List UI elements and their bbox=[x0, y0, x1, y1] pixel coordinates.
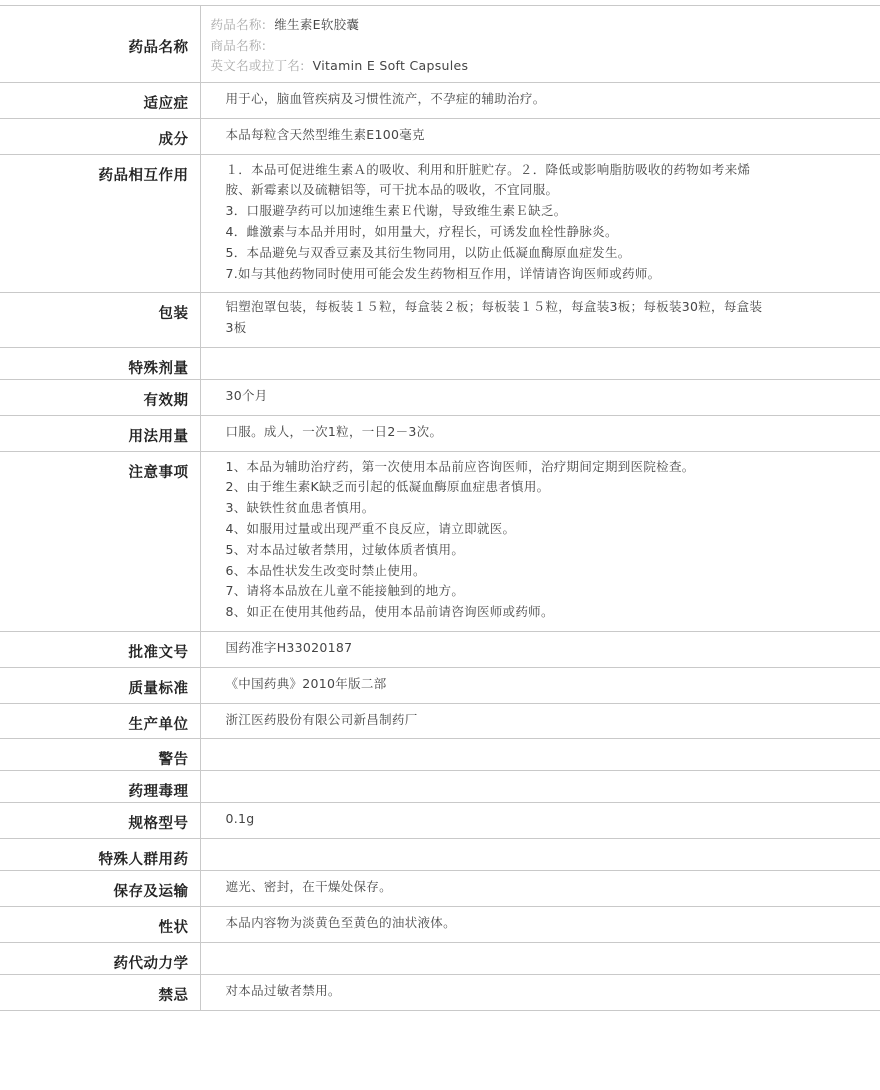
row-precautions bbox=[0, 451, 880, 631]
precaution-line: 4、如服用过量或出现严重不良反应，请立即就医。 bbox=[225, 520, 516, 536]
row-contraindications bbox=[0, 974, 880, 1010]
row-label: 包装 bbox=[0, 293, 200, 348]
row-value bbox=[200, 739, 880, 771]
row-label: 药代动力学 bbox=[0, 942, 200, 974]
english-name-value: Vitamin E Soft Capsules bbox=[312, 58, 469, 73]
row-value bbox=[200, 839, 880, 871]
interaction-line: １．本品可促进维生素Ａ的吸收、利用和肝脏贮存。２．降低或影响脂肪吸收的药物如考来烯胺、新霉素以及硫糖铝等，可干扰本品的吸收，不宜同服。 bbox=[225, 161, 751, 198]
row-value: 对本品过敏者禁用。 bbox=[200, 974, 880, 1010]
row-dosage bbox=[0, 415, 880, 451]
generic-name-label: 药品名称: bbox=[210, 17, 267, 32]
precaution-line: 3、缺铁性贫血患者慎用。 bbox=[225, 500, 375, 516]
row-value bbox=[200, 451, 880, 631]
row-label: 批准文号 bbox=[0, 631, 200, 667]
row-value bbox=[200, 771, 880, 803]
row-drug-name bbox=[0, 6, 880, 83]
row-indications bbox=[0, 83, 880, 119]
precaution-line: 7、请将本品放在儿童不能接触到的地方。 bbox=[225, 583, 465, 599]
row-label: 药品名称 bbox=[0, 6, 200, 83]
row-quality-standard bbox=[0, 667, 880, 703]
row-approval-number bbox=[0, 631, 880, 667]
row-value bbox=[200, 347, 880, 379]
row-packaging bbox=[0, 293, 880, 348]
row-value: 铝塑泡罩包装，每板装１５粒，每盒装２板；每板装１５粒，每盒装3板；每板装30粒，每盒装3板 bbox=[200, 293, 880, 348]
row-value: 本品每粒含天然型维生素E100毫克 bbox=[200, 118, 880, 154]
row-label: 用法用量 bbox=[0, 415, 200, 451]
row-label: 性状 bbox=[0, 906, 200, 942]
interaction-line: 7.如与其他药物同时使用可能会发生药物相互作用，详情请咨询医师或药师。 bbox=[225, 265, 661, 281]
row-value: 本品内容物为淡黄色至黄色的油状液体。 bbox=[200, 906, 880, 942]
row-label: 规格型号 bbox=[0, 803, 200, 839]
row-manufacturer bbox=[0, 703, 880, 739]
precaution-line: 8、如正在使用其他药品，使用本品前请咨询医师或药师。 bbox=[225, 604, 554, 620]
interaction-line: 5．本品避免与双香豆素及其衍生物同用，以防止低凝血酶原血症发生。 bbox=[225, 244, 631, 260]
english-name-line bbox=[211, 56, 875, 77]
row-storage bbox=[0, 871, 880, 907]
row-value bbox=[200, 6, 880, 83]
row-label: 禁忌 bbox=[0, 974, 200, 1010]
row-value: 浙江医药股份有限公司新昌制药厂 bbox=[200, 703, 880, 739]
row-value: 遮光、密封，在干燥处保存。 bbox=[200, 871, 880, 907]
row-pharmacology bbox=[0, 771, 880, 803]
row-value: 《中国药典》2010年版二部 bbox=[200, 667, 880, 703]
precaution-line: 5、对本品过敏者禁用，过敏体质者慎用。 bbox=[225, 541, 465, 557]
row-value: 国药准字H33020187 bbox=[200, 631, 880, 667]
row-value bbox=[200, 942, 880, 974]
precaution-line: 1、本品为辅助治疗药，第一次使用本品前应咨询医师，治疗期间定期到医院检查。 bbox=[225, 458, 695, 474]
row-label: 注意事项 bbox=[0, 451, 200, 631]
row-special-dosage bbox=[0, 347, 880, 379]
precaution-line: 2、由于维生素K缺乏而引起的低凝血酶原血症患者慎用。 bbox=[225, 479, 550, 495]
row-label: 药理毒理 bbox=[0, 771, 200, 803]
english-name-label: 英文名或拉丁名: bbox=[210, 58, 305, 73]
row-label: 有效期 bbox=[0, 379, 200, 415]
row-label: 警告 bbox=[0, 739, 200, 771]
row-label: 成分 bbox=[0, 118, 200, 154]
precaution-line: 6、本品性状发生改变时禁止使用。 bbox=[225, 562, 426, 578]
row-label: 药品相互作用 bbox=[0, 154, 200, 293]
row-label: 质量标准 bbox=[0, 667, 200, 703]
row-warning bbox=[0, 739, 880, 771]
row-pharmacokinetics bbox=[0, 942, 880, 974]
row-label: 特殊人群用药 bbox=[0, 839, 200, 871]
row-label: 保存及运输 bbox=[0, 871, 200, 907]
row-label: 特殊剂量 bbox=[0, 347, 200, 379]
row-ingredients bbox=[0, 118, 880, 154]
drug-spec-table bbox=[0, 5, 880, 1011]
generic-name-line bbox=[211, 15, 875, 36]
row-label: 生产单位 bbox=[0, 703, 200, 739]
row-description bbox=[0, 906, 880, 942]
trade-name-label: 商品名称: bbox=[210, 37, 267, 53]
trade-name-line bbox=[211, 36, 875, 57]
row-interactions bbox=[0, 154, 880, 293]
row-value: 30个月 bbox=[200, 379, 880, 415]
generic-name-value: 维生素E软胶囊 bbox=[274, 17, 360, 32]
row-value: 口服。成人，一次1粒，一日2－3次。 bbox=[200, 415, 880, 451]
row-special-populations bbox=[0, 839, 880, 871]
row-specification bbox=[0, 803, 880, 839]
row-value: 0.1g bbox=[200, 803, 880, 839]
row-shelf-life bbox=[0, 379, 880, 415]
row-value bbox=[200, 154, 880, 293]
row-value: 用于心，脑血管疾病及习惯性流产，不孕症的辅助治疗。 bbox=[200, 83, 880, 119]
interaction-line: 4．雌激素与本品并用时，如用量大，疗程长，可诱发血栓性静脉炎。 bbox=[225, 223, 618, 239]
interaction-line: 3．口服避孕药可以加速维生素Ｅ代谢，导致维生素Ｅ缺乏。 bbox=[225, 203, 567, 219]
row-label: 适应症 bbox=[0, 83, 200, 119]
